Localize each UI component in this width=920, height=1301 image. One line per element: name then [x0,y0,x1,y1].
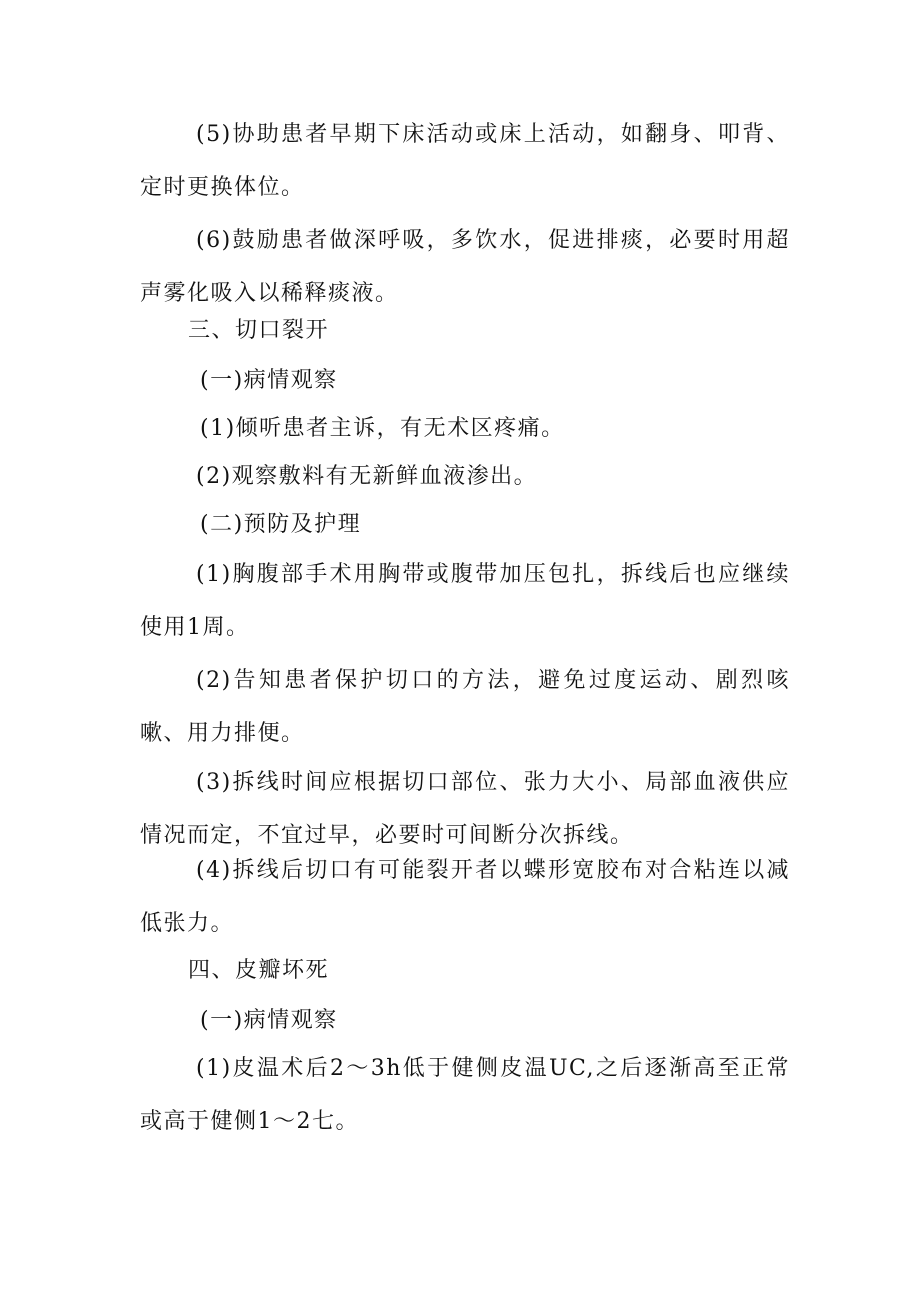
section-heading-wound-dehiscence: 三、切口裂开 [188,318,330,343]
paragraph-item-1-skin-temperature: (1)皮温术后2～3h低于健侧皮温UC,之后逐渐高至正常或高于健侧1～2七。 [140,1056,790,1134]
paragraph-item-3-suture-removal-time: (3)拆线时间应根据切口部位、张力大小、局部血液供应情况而定，不宜过早，必要时可间断分次拆线。 [140,770,790,848]
section-heading-flap-necrosis: 四、皮瓣坏死 [188,958,330,983]
paragraph-item-1-bandage: (1)胸腹部手术用胸带或腹带加压包扎，拆线后也应继续使用1周。 [140,562,790,640]
subsection-heading-observation: (一)病情观察 [200,368,338,393]
paragraph-item-4-butterfly-tape: (4)拆线后切口有可能裂开者以蝶形宽胶布对合粘连以减低张力。 [140,858,790,936]
paragraph-item-1-listen-complaints: (1)倾听患者主诉，有无术区疼痛。 [200,416,565,441]
paragraph-item-2-observe-dressing: (2)观察敷料有无新鲜血液渗出。 [196,464,538,489]
paragraph-item-5-early-activity: (5)协助患者早期下床活动或床上活动，如翻身、叩背、定时更换体位。 [140,122,790,200]
paragraph-item-6-deep-breathing: (6)鼓励患者做深呼吸，多饮水，促进排痰，必要时用超声雾化吸入以稀释痰液。 [140,228,790,306]
subsection-heading-prevention-care: (二)预防及护理 [200,512,362,537]
paragraph-item-2-protect-incision: (2)告知患者保护切口的方法，避免过度运动、剧烈咳嗽、用力排便。 [140,668,790,746]
subsection-heading-observation-2: (一)病情观察 [200,1008,338,1033]
